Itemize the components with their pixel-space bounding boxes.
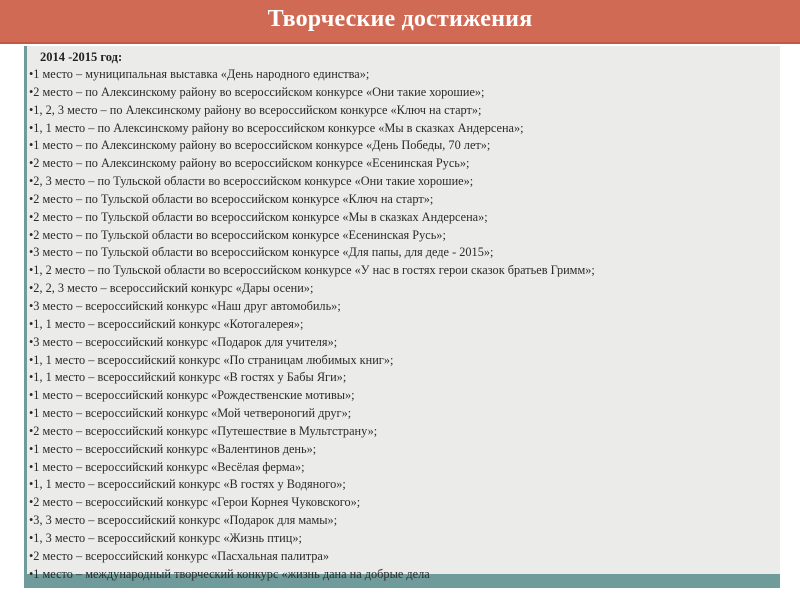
list-item: •1, 1 место – всероссийский конкурс «В гостях у Водяного»; <box>29 477 346 492</box>
list-item: •2 место – по Тульской области во всероссийском конкурсе «Мы в сказках Андерсена»; <box>29 209 488 224</box>
list-item: •1, 1 место – всероссийский конкурс «По страницам любимых книг»; <box>29 352 394 367</box>
list-item: •2, 3 место – по Тульской области во всероссийском конкурсе «Они такие хорошие»; <box>29 174 474 189</box>
list-item: •2 место – по Тульской области во всероссийском конкурсе «Есенинская Русь»; <box>29 227 446 242</box>
list-item: •3 место – всероссийский конкурс «Подарок для учителя»; <box>29 334 338 349</box>
list-item: •1 место – всероссийский конкурс «Мой четвероногий друг»; <box>29 406 352 421</box>
list-item: •2 место – по Алексинскому району во всероссийском конкурсе «Есенинская Русь»; <box>29 156 470 171</box>
list-item: •2 место – по Тульской области во всероссийском конкурсе «Ключ на старт»; <box>29 191 434 206</box>
list-item: •1 место – всероссийский конкурс «Весёлая ферма»; <box>29 459 305 474</box>
list-item: •1, 1 место – по Алексинскому району во всероссийском конкурсе «Мы в сказках Андерсена»; <box>29 120 524 135</box>
slide-title: Творческие достижения <box>267 6 533 32</box>
list-item: •1 место – по Алексинскому району во всероссийском конкурсе «День Победы, 70 лет»; <box>29 138 491 153</box>
achievement-list <box>29 66 777 583</box>
list-item: •1 место – всероссийский конкурс «Рождественские мотивы»; <box>29 388 355 403</box>
list-item: •1, 1 место – всероссийский конкурс «Котогалерея»; <box>29 316 304 331</box>
list-item: •1 место – муниципальная выставка «День народного единства»; <box>29 67 370 81</box>
list-item: •3 место – всероссийский конкурс «Наш друг автомобиль»; <box>29 298 341 313</box>
list-item: •2 место – всероссийский конкурс «Герои Корнея Чуковского»; <box>29 495 361 510</box>
list-item: •1 место – всероссийский конкурс «Валентинов день»; <box>29 441 317 456</box>
list-item: •1, 2, 3 место – по Алексинскому району во всероссийском конкурсе «Ключ на старт»; <box>29 102 482 117</box>
list-item: •3, 3 место – всероссийский конкурс «Подарок для мамы»; <box>29 513 338 528</box>
list-item: •3 место – по Тульской области во всероссийском конкурсе «Для папы, для деде - 2015»; <box>29 245 494 260</box>
year-heading: 2014 -2015 год: <box>40 50 123 64</box>
list-item: •1 место – международный творческий конкурс «жизнь дана на добрые дела <box>29 566 430 581</box>
list-item: •2 место – всероссийский конкурс «Пасхальная палитра» <box>29 548 330 563</box>
list-item: •1, 2 место – по Тульской области во всероссийском конкурсе «У нас в гостях герои сказок братьев Гримм»; <box>29 263 595 278</box>
list-item: •2 место – всероссийский конкурс «Путешествие в Мультстрану»; <box>29 423 378 438</box>
title-bar <box>0 0 800 44</box>
list-item: •1, 1 место – всероссийский конкурс «В гостях у Бабы Яги»; <box>29 370 347 385</box>
list-item: •1, 3 место – всероссийский конкурс «Жизнь птиц»; <box>29 530 302 545</box>
list-item: •2, 2, 3 место – всероссийский конкурс «Дары осени»; <box>29 281 314 296</box>
list-item: •2 место – по Алексинскому району во всероссийском конкурсе «Они такие хорошие»; <box>29 84 485 99</box>
